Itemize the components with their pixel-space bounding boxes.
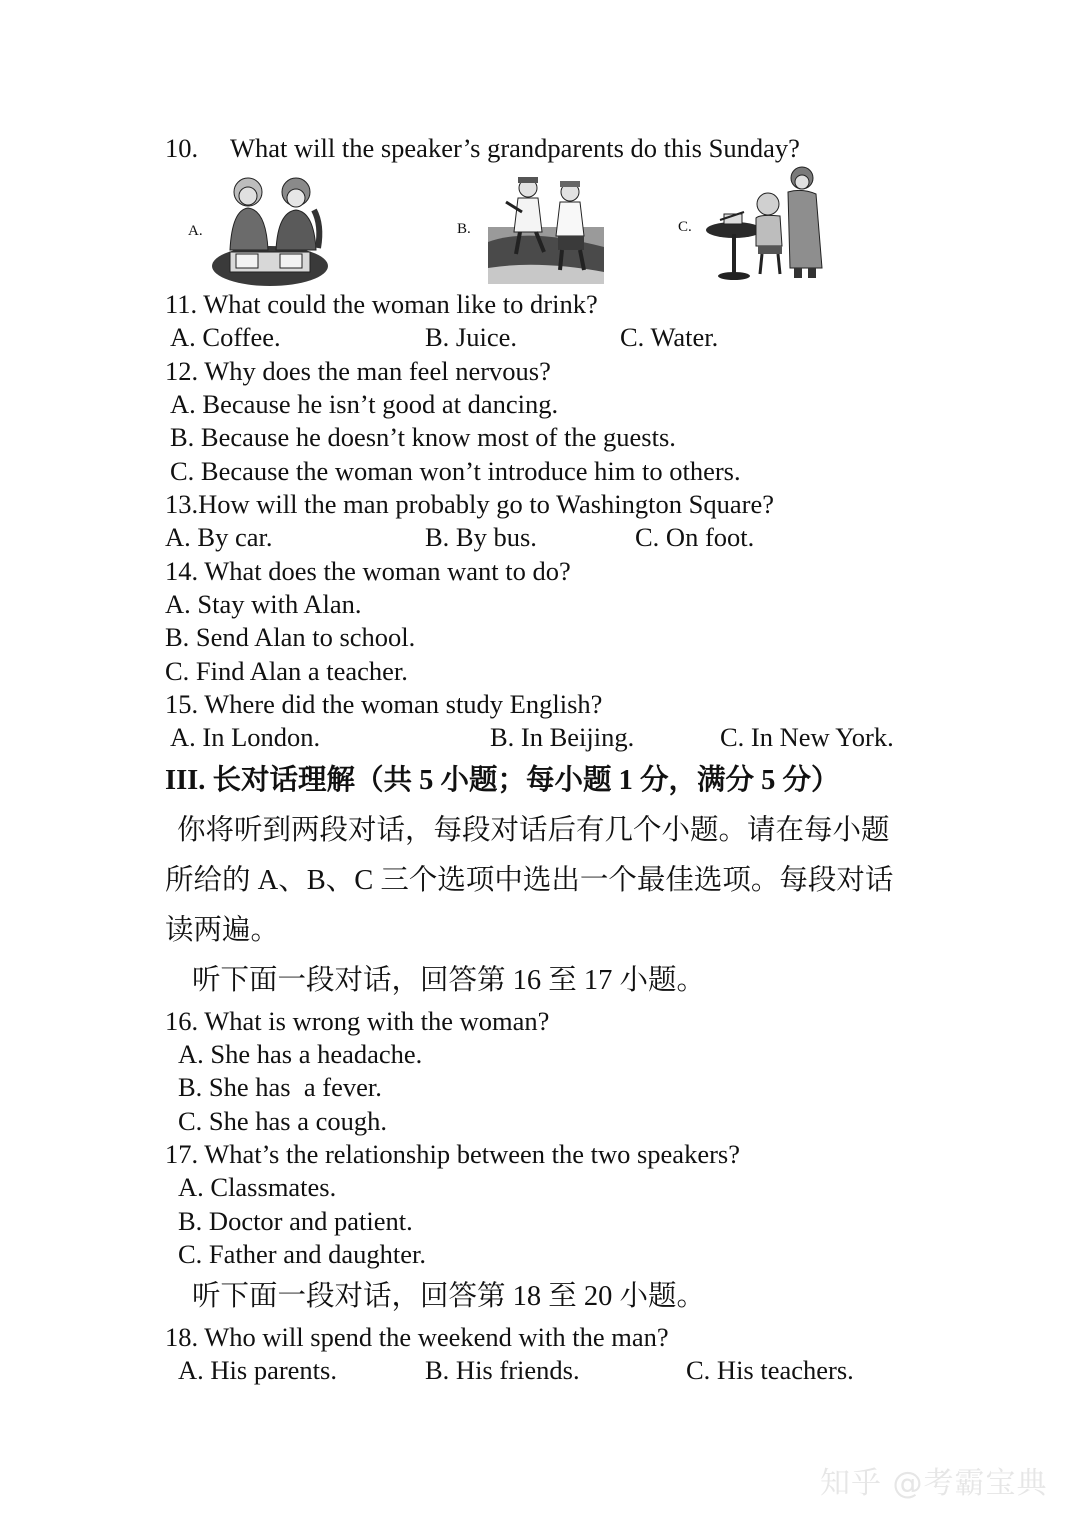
q10-picture-c-cafe	[704, 164, 828, 282]
dialog-1-intro: 听下面一段对话，回答第 16 至 17 小题。	[192, 965, 706, 996]
q13-question: 13.How will the man probably go to Washington Square?	[165, 489, 774, 519]
q11-option-c: C. Water.	[620, 322, 719, 352]
q18-option-b: B. His friends.	[425, 1355, 580, 1385]
q17-option-a: A. Classmates.	[178, 1172, 337, 1202]
q12-option-c: C. Because the woman won’t introduce him to others.	[170, 456, 741, 486]
q11-question: 11. What could the woman like to drink?	[165, 289, 598, 319]
watermark-text: 知乎 @考霸宝典	[820, 1466, 1048, 1501]
q14-option-c: C. Find Alan a teacher.	[165, 656, 408, 686]
section-3-instructions-line-2: 所给的 A、B、C 三个选项中选出一个最佳选项。每段对话	[165, 865, 894, 896]
q15-option-c: C. In New York.	[720, 722, 894, 752]
q14-option-a: A. Stay with Alan.	[165, 589, 362, 619]
q10-question: What will the speaker’s grandparents do this Sunday?	[230, 133, 800, 163]
q10-number: 10.	[165, 133, 199, 163]
q14-option-b: B. Send Alan to school.	[165, 622, 416, 652]
section-3-instructions-line-3: 读两遍。	[165, 915, 280, 946]
q10-option-c-label: C.	[678, 219, 692, 235]
section-3-instructions-line-1: 你将听到两段对话，每段对话后有几个小题。请在每小题	[177, 815, 890, 846]
q16-question: 16. What is wrong with the woman?	[165, 1006, 550, 1036]
q17-question: 17. What’s the relationship between the two speakers?	[165, 1139, 740, 1169]
q11-option-b: B. Juice.	[425, 322, 517, 352]
q13-option-b: B. By bus.	[425, 522, 537, 552]
q15-question: 15. Where did the woman study English?	[165, 689, 603, 719]
q13-option-c: C. On foot.	[635, 522, 755, 552]
q10-option-a-label: A.	[188, 223, 203, 239]
q16-option-c: C. She has a cough.	[178, 1106, 388, 1136]
q10-picture-a-board-game	[210, 170, 330, 288]
q12-question: 12. Why does the man feel nervous?	[165, 356, 551, 386]
q17-option-b: B. Doctor and patient.	[178, 1206, 413, 1236]
q10-option-b-label: B.	[457, 221, 471, 237]
q16-option-a: A. She has a headache.	[178, 1039, 423, 1069]
q13-option-a: A. By car.	[165, 522, 273, 552]
dialog-2-intro: 听下面一段对话，回答第 18 至 20 小题。	[192, 1281, 706, 1312]
q10-picture-b-hiking	[488, 172, 604, 284]
q18-question: 18. Who will spend the weekend with the man?	[165, 1322, 669, 1352]
q14-question: 14. What does the woman want to do?	[165, 556, 571, 586]
q18-option-c: C. His teachers.	[686, 1355, 854, 1385]
q17-option-c: C. Father and daughter.	[178, 1239, 427, 1269]
q12-option-a: A. Because he isn’t good at dancing.	[170, 389, 559, 419]
q15-option-a: A. In London.	[170, 722, 321, 752]
section-3-heading: III. 长对话理解（共 5 小题；每小题 1 分，满分 5 分）	[165, 765, 840, 796]
q16-option-b: B. She has a fever.	[178, 1072, 382, 1102]
q15-option-b: B. In Beijing.	[490, 722, 635, 752]
q12-option-b: B. Because he doesn’t know most of the guests.	[170, 422, 676, 452]
q11-option-a: A. Coffee.	[170, 322, 281, 352]
q18-option-a: A. His parents.	[178, 1355, 337, 1385]
